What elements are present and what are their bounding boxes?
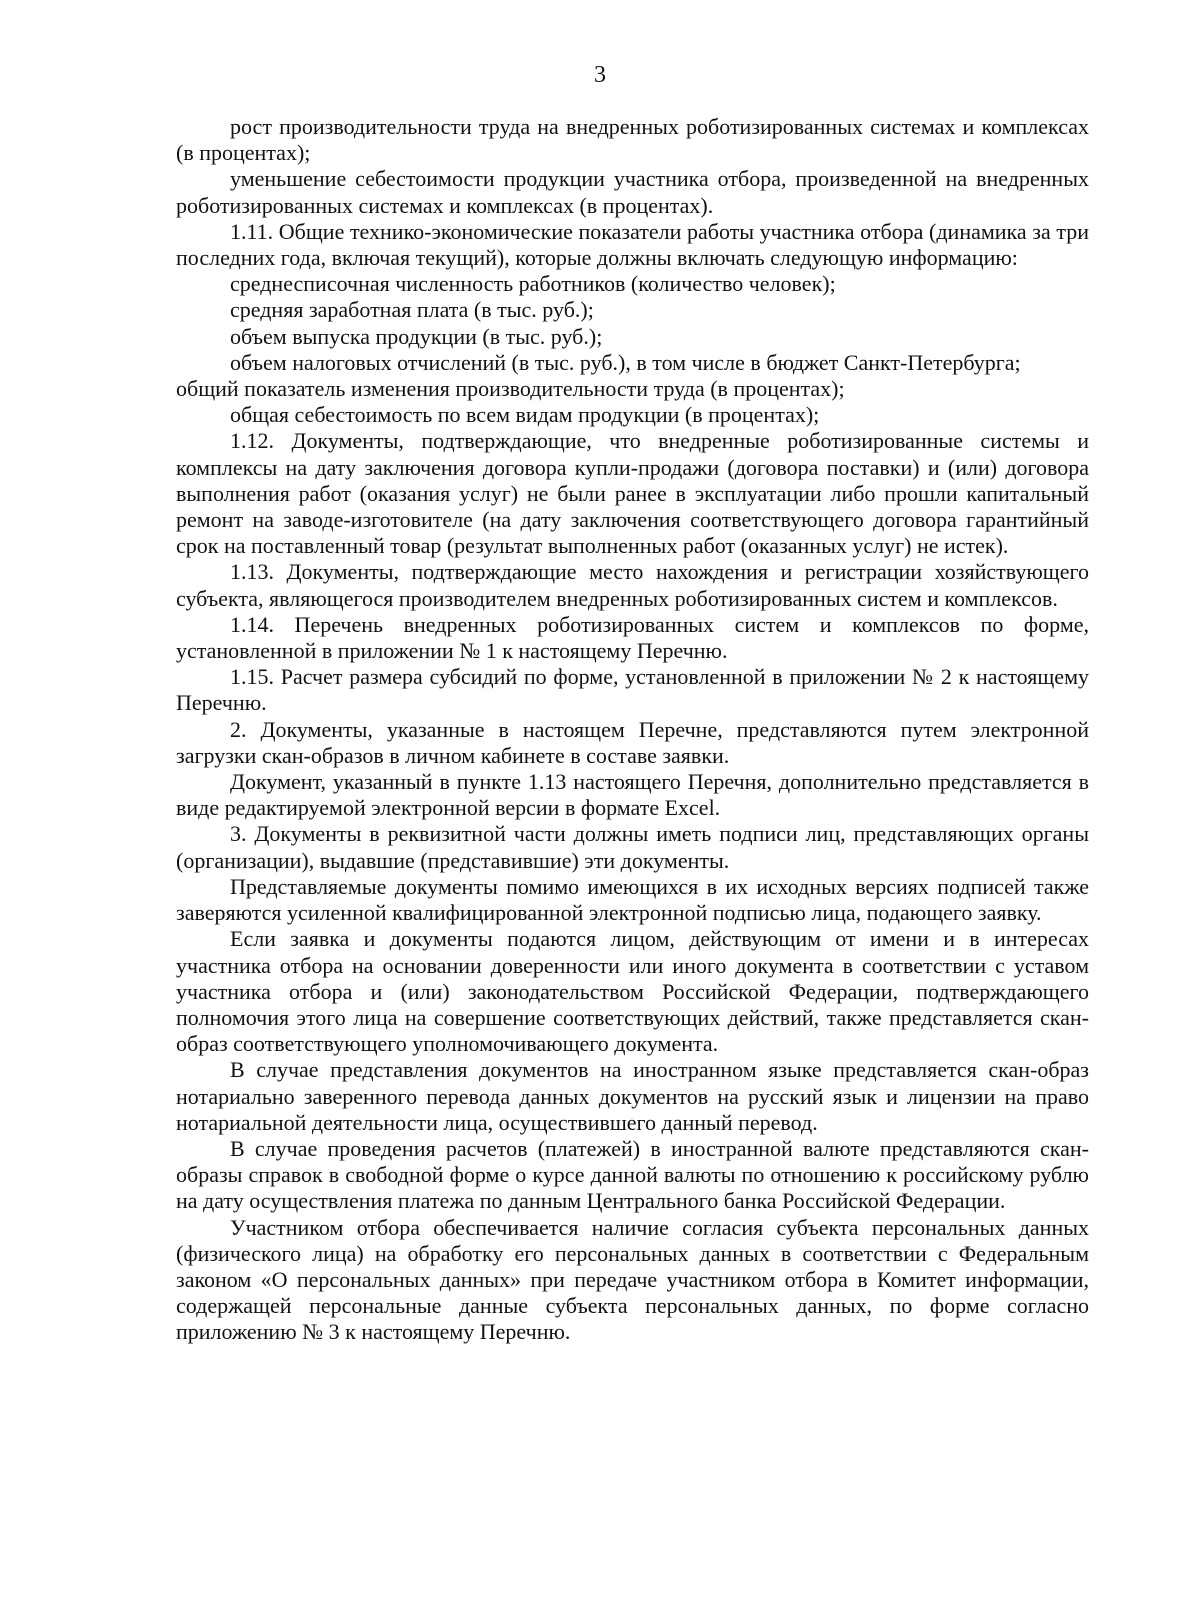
paragraph-power-of-attorney: Если заявка и документы подаются лицом, действующим от имени и в интересах участника отбора на основании доверенности или иного документа в соответствии с уставом участника отбора и (или) законодательством Российской Федерации, подтверждающего полномочия этого лица на совершение соответствующих действий, также представляется скан-образ соответствующего уполномочивающего документа.: [176, 926, 1089, 1057]
paragraph-3: 3. Документы в реквизитной части должны иметь подписи лиц, представляющих органы (организации), выдавшие (представившие) эти документы.: [176, 821, 1089, 873]
document-body: [176, 110, 1089, 1346]
list-item-headcount: среднесписочная численность работников (количество человек);: [230, 271, 836, 297]
paragraph-personal-data: Участником отбора обеспечивается наличие согласия субъекта персональных данных (физического лица) на обработку его персональных данных в соответствии с Федеральным законом «О персональных данных» при передаче участником отбора в Комитет информации, содержащей персональные данные субъекта персональных данных, по форме согласно приложению № 3 к настоящему Перечню.: [176, 1214, 1089, 1345]
paragraph-productivity-growth: рост производительности труда на внедренных роботизированных системах и комплексах (в процентах);: [176, 114, 1089, 166]
list-item-productivity-change: общий показатель изменения производительности труда (в процентах);: [176, 376, 845, 402]
paragraph-1-15: 1.15. Расчет размера субсидий по форме, установленной в приложении № 2 к настоящему Перечню.: [176, 664, 1089, 716]
paragraph-foreign-currency: В случае проведения расчетов (платежей) в иностранной валюте представляются скан-образы справок в свободной форме о курсе данной валюты по отношению к российскому рублю на дату осуществления платежа по данным Центрального банка Российской Федерации.: [176, 1135, 1089, 1214]
paragraph-2: 2. Документы, указанные в настоящем Перечне, представляются путем электронной загрузки скан-образов в личном кабинете в составе заявки.: [176, 716, 1089, 768]
paragraph-1-12: 1.12. Документы, подтверждающие, что внедренные роботизированные системы и комплексы на дату заключения договора купли-продажи (договора поставки) и (или) договора выполнения работ (оказания услуг) не были ранее в эксплуатации либо прошли капитальный ремонт на заводе-изготовителе (на дату заключения соответствующего договора гарантийный срок на поставленный товар (результат выполненных работ (оказанных услуг) не истек).: [176, 428, 1089, 559]
list-item-total-cost: общая себестоимость по всем видам продукции (в процентах);: [230, 402, 820, 428]
list-item-salary: средняя заработная плата (в тыс. руб.);: [230, 297, 594, 323]
page-number: 3: [594, 62, 606, 88]
paragraph-1-11: 1.11. Общие технико-экономические показатели работы участника отбора (динамика за три последних года, включая текущий), которые должны включать следующую информацию:: [176, 218, 1089, 271]
paragraph-excel-version: Документ, указанный в пункте 1.13 настоящего Перечня, дополнительно представляется в виде редактируемой электронной версии в формате Excel.: [176, 769, 1089, 821]
paragraph-1-13: 1.13. Документы, подтверждающие место нахождения и регистрации хозяйствующего субъекта, являющегося производителем внедренных роботизированных систем и комплексов.: [176, 559, 1089, 611]
paragraph-cost-reduction: уменьшение себестоимости продукции участника отбора, произведенной на внедренных роботизированных системах и комплексах (в процентах).: [176, 166, 1089, 218]
paragraph-electronic-signature: Представляемые документы помимо имеющихся в их исходных версиях подписей также заверяются усиленной квалифицированной электронной подписью лица, подающего заявку.: [176, 873, 1089, 926]
list-item-taxes: объем налоговых отчислений (в тыс. руб.), в том числе в бюджет Санкт-Петербурга;: [230, 349, 1021, 375]
paragraph-1-14: 1.14. Перечень внедренных роботизированных систем и комплексов по форме, установленной в приложении № 1 к настоящему Перечню.: [176, 611, 1089, 664]
list-item-output: объем выпуска продукции (в тыс. руб.);: [230, 323, 603, 349]
paragraph-foreign-language: В случае представления документов на иностранном языке представляется скан-образ нотариально заверенного перевода данных документов на русский язык и лицензии на право нотариальной деятельности лица, осуществившего данный перевод.: [176, 1057, 1089, 1135]
